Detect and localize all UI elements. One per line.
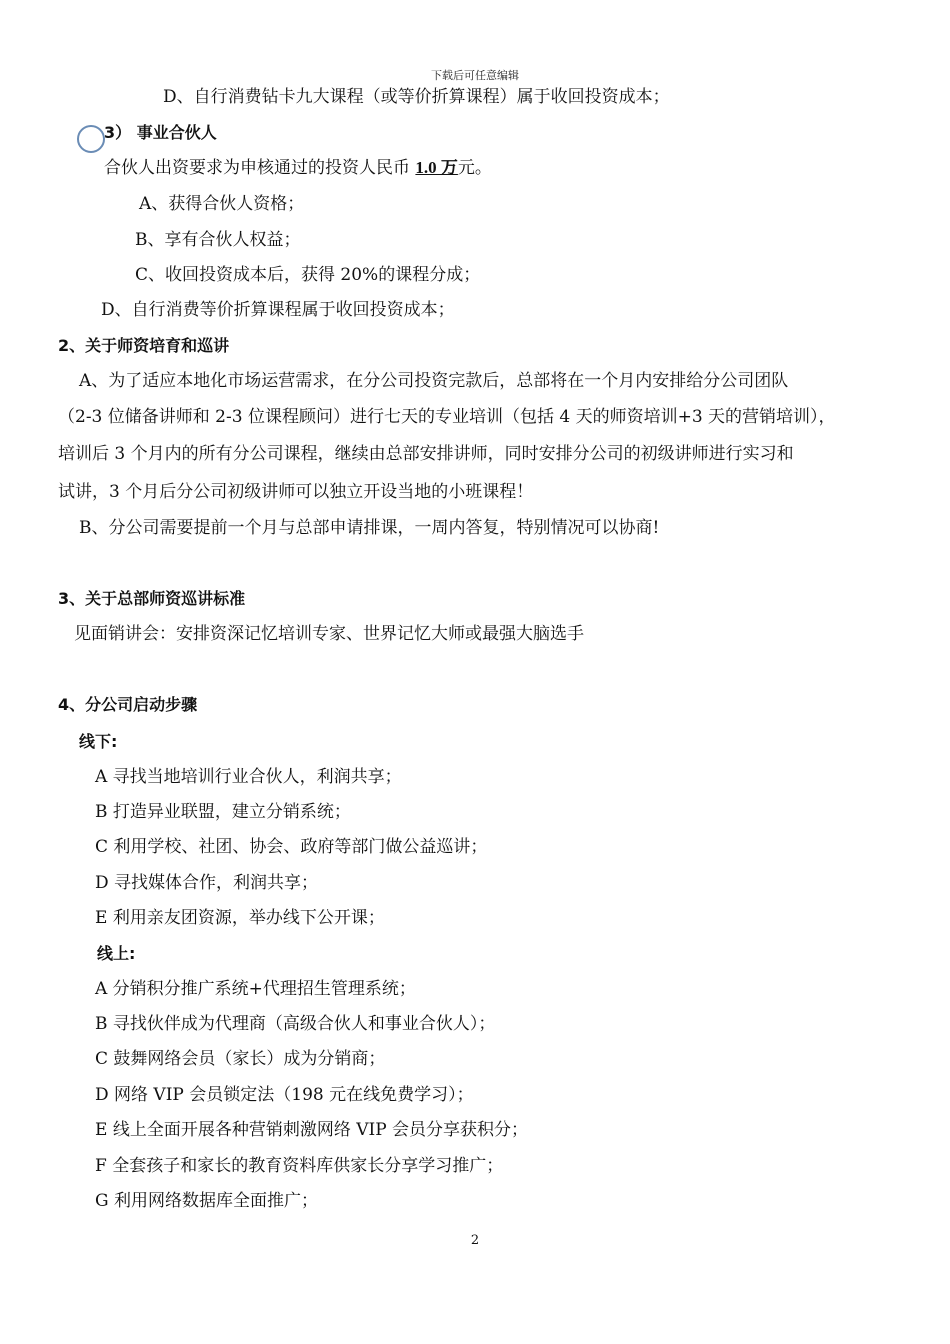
list-item: G 利用网络数据库全面推广； xyxy=(95,1191,318,1211)
paragraph-line: D、自行消费钻卡九大课程（或等价折算课程）属于收回投资成本； xyxy=(163,87,670,107)
list-item: E 利用亲友团资源，举办线下公开课； xyxy=(95,908,385,928)
paragraph-line: 培训后 3 个月内的所有分公司课程，继续由总部安排讲师，同时安排分公司的初级讲师进行实习和 xyxy=(58,444,794,464)
list-item: C 利用学校、社团、协会、政府等部门做公益巡讲； xyxy=(95,837,488,857)
list-item: A 分销积分推广系统+代理招生管理系统； xyxy=(95,979,416,999)
circle-marker-icon xyxy=(77,125,105,153)
list-item: C、收回投资成本后，获得 20%的课程分成； xyxy=(135,265,481,285)
list-item: B、享有合伙人权益； xyxy=(135,230,301,250)
list-item: B 寻找伙伴成为代理商（高级合伙人和事业合伙人）； xyxy=(95,1014,496,1034)
section-heading: 3） 事业合伙人 xyxy=(104,123,217,142)
list-item: D 寻找媒体合作，利润共享； xyxy=(95,873,319,893)
list-item: E 线上全面开展各种营销刺激网络 VIP 会员分享获积分； xyxy=(95,1120,529,1140)
paragraph-line: A、为了适应本地化市场运营需求，在分公司投资完款后，总部将在一个月内安排给分公司团队 xyxy=(79,371,789,391)
list-item: D、自行消费等价折算课程属于收回投资成本； xyxy=(101,300,455,320)
paragraph-line: B、分公司需要提前一个月与总部申请排课，一周内答复，特别情况可以协商! xyxy=(79,518,660,538)
list-item: A 寻找当地培训行业合伙人，利润共享； xyxy=(95,767,402,787)
partner-text: 合伙人出资要求为申核通过的投资人民币 xyxy=(104,158,416,178)
partner-requirement xyxy=(104,157,492,179)
section-heading: 3、关于总部师资巡讲标准 xyxy=(58,589,246,608)
section-heading: 4、分公司启动步骤 xyxy=(58,695,198,714)
paragraph-line: 试讲，3 个月后分公司初级讲师可以独立开设当地的小班课程！ xyxy=(58,482,534,502)
page-header: 下载后可任意编辑 xyxy=(431,69,519,82)
list-item: C 鼓舞网络会员（家长）成为分销商； xyxy=(95,1049,386,1069)
subsection-heading: 线下: xyxy=(79,732,118,751)
list-item: B 打造异业联盟，建立分销系统； xyxy=(95,802,351,822)
partner-amount: 1.0 万 xyxy=(415,158,458,177)
partner-suffix: 元。 xyxy=(457,158,492,178)
section-heading: 2、关于师资培育和巡讲 xyxy=(58,336,230,355)
list-item: D 网络 VIP 会员锁定法（198 元在线免费学习）； xyxy=(95,1085,474,1105)
list-item: A、获得合伙人资格； xyxy=(139,194,305,214)
paragraph-line: 见面销讲会：安排资深记忆培训专家、世界记忆大师或最强大脑选手 xyxy=(74,624,584,644)
list-item: F 全套孩子和家长的教育资料库供家长分享学习推广； xyxy=(95,1156,504,1176)
paragraph-line: （2-3 位储备讲师和 2-3 位课程顾问）进行七天的专业培训（包括 4 天的师资培训+3 天的营销培训）， xyxy=(58,407,836,427)
subsection-heading: 线上: xyxy=(97,944,136,963)
page-number: 2 xyxy=(470,1233,480,1248)
